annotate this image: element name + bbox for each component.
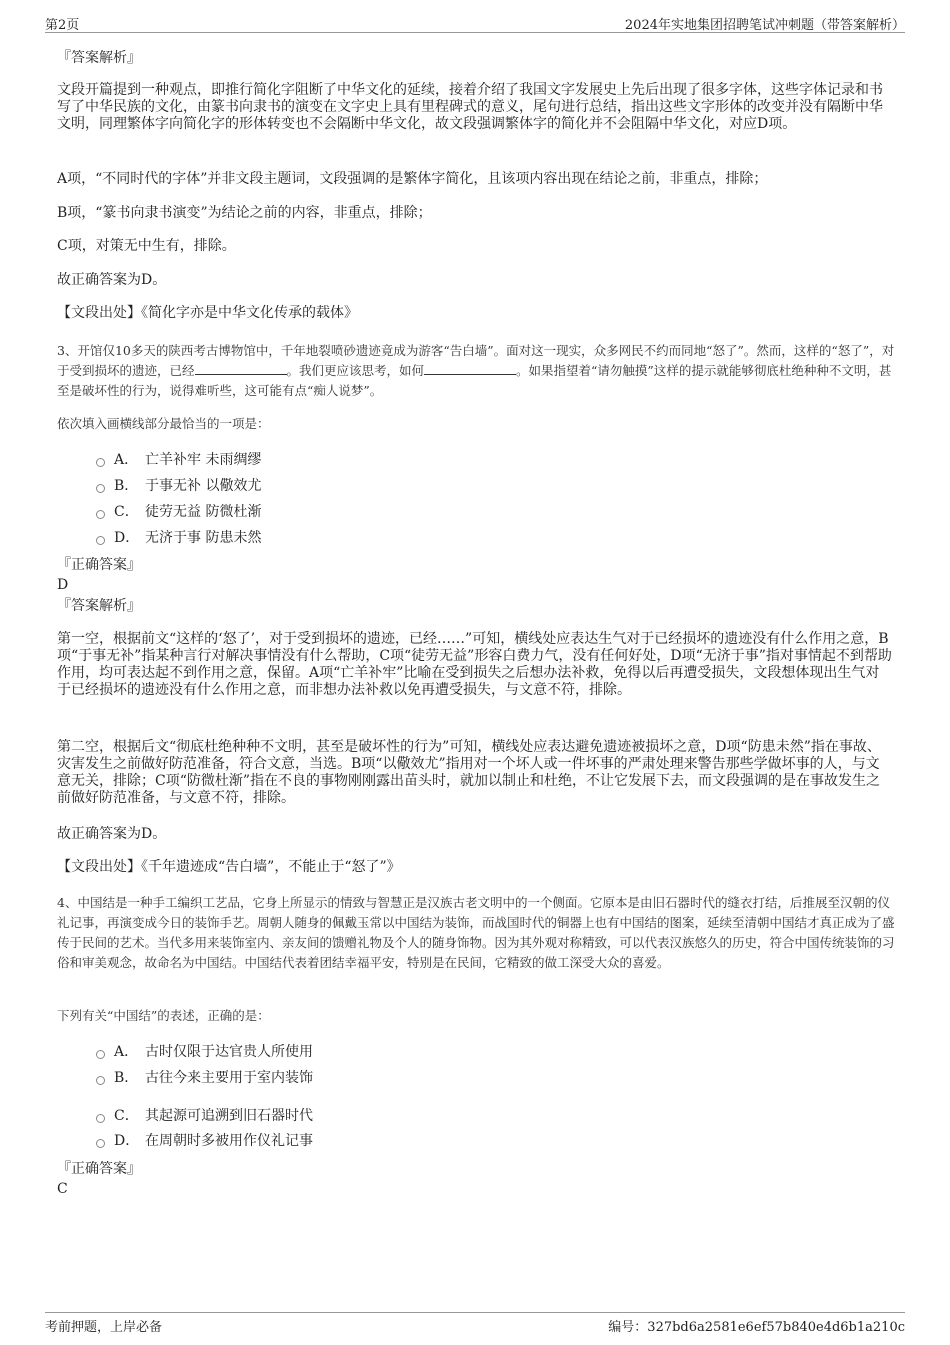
- radio-button[interactable]: [96, 510, 105, 519]
- q4-option-a[interactable]: A． 古时仅限于达官贵人所使用: [96, 1042, 313, 1062]
- q3-option-a[interactable]: A． 亡羊补牢 未雨绸缪: [96, 450, 261, 470]
- q2-analysis-paragraph: 文段开篇提到一种观点，即推行简化字阻断了中华文化的延续，接着介绍了我国文字发展史上先后出现了很多字体，这些字体记录和书写了中华民族的文化，由篆书向隶书的演变在文字史上具有里程碑式的意义，尾句进行总结，指出这些文字形体的改变并没有隔断中华文明，同理繁体字向简化字的形体转变也不会隔断中华文化，故文段强调繁体字的简化并不会阻隔中华文化，对应D项。: [57, 82, 883, 132]
- q3-analysis-paragraph-1: 第一空，根据前文“这样的‘怒了’，对于受到损坏的遗迹，已经……”可知，横线处应表达生气对于已经损坏的遗迹没有什么作用之意，B项“于事无补”指某种言行对解决事情没有什么帮助，C项“徒劳无益”形容白费力气，没有任何好处，D项“无济于事”指对事情起不到帮助作用，均可表达起不到作用之意，保留。A项“亡羊补牢”比喻在受到损失之后想办法补救，免得以后再遭受损失，文段想体现出生气对于已经损坏的遗迹没有什么作用之意，而非想办法补救以免再遭受损失，与文意不符，排除。: [57, 631, 892, 698]
- q3-correct-answer: D: [57, 577, 69, 593]
- radio-button[interactable]: [96, 484, 105, 493]
- page-footer: [45, 1312, 905, 1333]
- fill-blank-1: [195, 362, 287, 375]
- q3-stem: 3、开馆仅10多天的陕西考古博物馆中，千年地裂喷砂遗迹竟成为游客“告白墙”。面对这一现实，众多网民不约而同地“怒了”。然而，这样的“怒了”，对于受到损坏的遗迹，已经 。我们更应该思考，如何 。如果指望着“请勿触摸”这样的提示就能够彻底杜绝种种不文明，甚至是破坏性的行为，说得难听些，这可能有点“痴人说梦”。: [57, 343, 895, 398]
- page-number: 第2页: [45, 18, 80, 33]
- q3-option-c[interactable]: C． 徒劳无益 防微杜渐: [96, 502, 261, 522]
- q3-option-b[interactable]: B． 于事无补 以儆效尤: [96, 476, 261, 496]
- radio-button[interactable]: [96, 1076, 105, 1085]
- radio-button[interactable]: [96, 1050, 105, 1059]
- q2-conclusion: 故正确答案为D。: [57, 272, 167, 288]
- q3-correct-label: 『正确答案』: [57, 557, 141, 573]
- fill-blank-2: [424, 362, 516, 375]
- radio-button[interactable]: [96, 1139, 105, 1148]
- q2-analysis-label: 『答案解析』: [57, 50, 141, 66]
- q2-analysis-option-a: A项，“不同时代的字体”并非文段主题词，文段强调的是繁体字简化，且该项内容出现在结论之前，非重点，排除；: [57, 171, 768, 187]
- document-title: 2024年实地集团招聘笔试冲刺题（带答案解析）: [624, 18, 905, 33]
- q3-analysis-paragraph-2: 第二空，根据后文“彻底杜绝种种不文明，甚至是破坏性的行为”可知，横线处应表达避免遗迹被损坏之意，D项“防患未然”指在事故、灾害发生之前做好防范准备，符合文意，当选。B项“以儆效尤”指用对一个坏人或一件坏事的严肃处理来警告那些学做坏事的人，与文意无关，排除；C项“防微杜渐”指在不良的事物刚刚露出苗头时，就加以制止和杜绝，不让它发展下去，而文段强调的是在事故发生之前做好防范准备，与文意不符，排除。: [57, 739, 881, 806]
- q3-source: 【文段出处】《千年遗迹成“告白墙”，不能止于“怒了”》: [57, 859, 401, 875]
- q4-option-d[interactable]: D． 在周朝时多被用作仪礼记事: [96, 1131, 313, 1151]
- document-code: 编号：327bd6a2581e6ef57b840e4d6b1a210c: [608, 1320, 905, 1335]
- q2-source: 【文段出处】《简化字亦是中华文化传承的载体》: [57, 305, 358, 321]
- radio-button[interactable]: [96, 536, 105, 545]
- q2-analysis-option-b: B项，“篆书向隶书演变”为结论之前的内容，非重点，排除；: [57, 205, 432, 221]
- q3-conclusion: 故正确答案为D。: [57, 826, 167, 842]
- q4-stem: 4、中国结是一种手工编织工艺品，它身上所显示的情致与智慧正是汉族古老文明中的一个侧面。它原本是由旧石器时代的缝衣打结，后推展至汉朝的仪礼记事，再演变成今日的装饰手艺。周朝人随身的佩戴玉常以中国结为装饰，而战国时代的铜器上也有中国结的图案，延续至清朝中国结才真正成为了盛传于民间的艺术。当代多用来装饰室内、亲友间的馈赠礼物及个人的随身饰物。因为其外观对称精致，可以代表汉族悠久的历史，符合中国传统装饰的习俗和审美观念，故命名为中国结。中国结代表着团结幸福平安，特别是在民间，它精致的做工深受大众的喜爱。: [57, 895, 895, 970]
- page-header: [45, 12, 905, 33]
- footer-slogan: 考前押题，上岸必备: [45, 1320, 163, 1335]
- q4-correct-answer: C: [57, 1181, 68, 1197]
- q4-option-c[interactable]: C． 其起源可追溯到旧石器时代: [96, 1106, 313, 1126]
- q4-option-b[interactable]: B． 古往今来主要用于室内装饰: [96, 1068, 313, 1088]
- radio-button[interactable]: [96, 1114, 105, 1123]
- radio-button[interactable]: [96, 458, 105, 467]
- q2-analysis-option-c: C项，对策无中生有，排除。: [57, 238, 236, 254]
- q3-option-d[interactable]: D． 无济于事 防患未然: [96, 528, 261, 548]
- q4-prompt: 下列有关“中国结”的表述，正确的是：: [57, 1008, 270, 1023]
- q3-analysis-label: 『答案解析』: [57, 598, 141, 614]
- q3-prompt: 依次填入画横线部分最恰当的一项是：: [57, 416, 270, 431]
- q4-correct-label: 『正确答案』: [57, 1161, 141, 1177]
